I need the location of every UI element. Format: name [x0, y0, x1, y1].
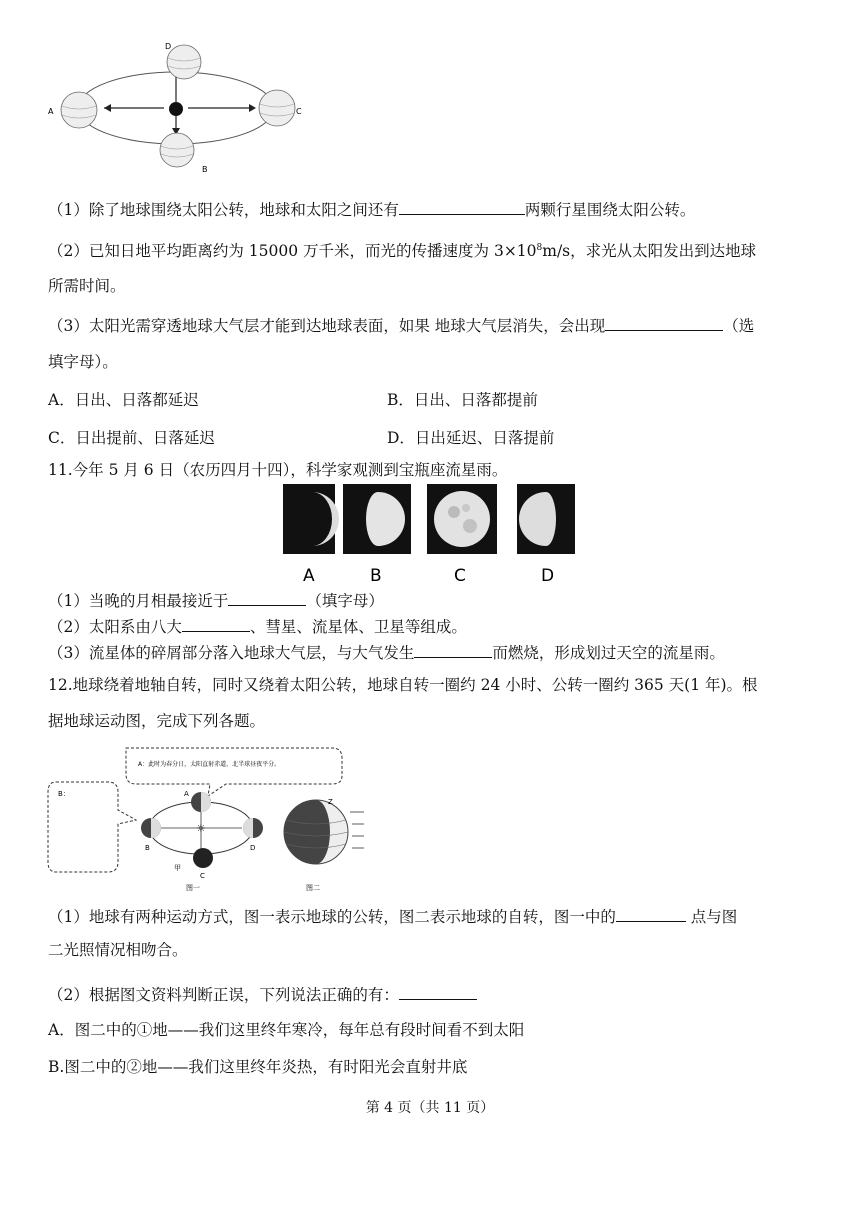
q11-part2: [48, 615, 467, 637]
q12-option-a: A．图二中的①地——我们这里终年寒冷，每年总有段时间看不到太阳: [48, 1021, 525, 1039]
page-footer: 第 4 页（共 11 页）: [365, 1100, 495, 1116]
orbit-label-a: A: [48, 107, 54, 116]
q10-part3-line2: 填字母）。: [48, 353, 118, 371]
q10-part1-blank: [399, 198, 525, 215]
orbit-label-c: C: [296, 107, 302, 116]
fig2-z-label: Z: [328, 798, 333, 806]
q12-stem-line1: 12.地球绕着地轴自转，同时又绕着太阳公转，地球自转一圈约 24 小时、公转一圈约 365 天(1 年)。根: [48, 676, 758, 694]
q10-option-b: B．日出、日落都提前: [387, 391, 538, 409]
q11-part3-text-a: （3）流星体的碎屑部分落入地球大气层，与大气发生: [48, 644, 415, 662]
q12-part1-text-a: （1）地球有两种运动方式，图一表示地球的公转，图二表示地球的自转，图一中的: [48, 908, 616, 926]
fig-point-a: A: [184, 790, 189, 798]
q10-option-a: A．日出、日落都延迟: [48, 391, 199, 409]
fig2-caption: 图二: [306, 884, 320, 892]
q11-part1-text-a: （1）当晚的月相最接近于: [48, 592, 229, 610]
q11-stem: 11.今年 5 月 6 日（农历四月十四），科学家观测到宝瓶座流星雨。: [48, 461, 508, 479]
q12-part2-blank: [399, 983, 477, 1000]
q12-part1-blank: [616, 905, 686, 922]
q12-part1-line1: [48, 905, 737, 927]
q11-part3-text-b: 而燃烧，形成划过天空的流星雨。: [492, 644, 725, 662]
q10-part3-blank: [605, 314, 723, 331]
q10-part3-line1: [48, 314, 754, 336]
fig-bubble-text: A：此时为春分日，太阳直射赤道，北半球昼夜平分。: [138, 761, 281, 768]
fig-point-c: C: [200, 872, 205, 880]
fig-point-d: D: [250, 844, 256, 852]
q10-part1: [48, 198, 695, 220]
q10-option-c: C．日出提前、日落延迟: [48, 429, 215, 447]
q12-option-b: B.图二中的②地——我们这里终年炎热，有时阳光会直射井底: [48, 1058, 468, 1076]
q12-part1-text-b: 点与图: [685, 908, 738, 926]
q10-part2-line1: [48, 238, 756, 261]
q11-part1: [48, 589, 384, 611]
q11-part1-text-b: （填字母）: [306, 592, 384, 610]
q11-part2-text-a: （2）太阳系由八大: [48, 618, 182, 636]
q12-part1-line2: 二光照情况相吻合。: [48, 941, 188, 959]
q10-part3-text-a: （3）太阳光需穿透地球大气层才能到达地球表面，如果 地球大气层消失，会出现: [48, 317, 606, 335]
q10-part2-exponent: 8: [536, 243, 543, 253]
q10-part3-text-b: （选: [723, 317, 755, 335]
q11-part2-blank: [182, 615, 250, 632]
fig1-caption: 图一: [186, 884, 200, 892]
orbit-label-d: D: [165, 42, 172, 51]
q10-part2-line2: 所需时间。: [48, 277, 126, 295]
q12-part2-text: （2）根据图文资料判断正误，下列说法正确的有：: [48, 986, 399, 1004]
moon-label-c: C: [454, 566, 466, 586]
q10-part1-text-a: （1）除了地球围绕太阳公转，地球和太阳之间还有: [48, 201, 399, 219]
q10-option-d: D．日出延迟、日落提前: [387, 429, 555, 447]
fig-b-label: B：: [58, 790, 70, 798]
fig-jia-label: 甲: [174, 864, 181, 872]
q11-part3-blank: [414, 641, 492, 658]
moon-label-d: D: [541, 566, 555, 586]
earth-orbit-diagram: [44, 38, 304, 178]
moon-phases-figure: [280, 482, 580, 586]
moon-label-b: B: [370, 566, 382, 586]
q12-part2: [48, 983, 477, 1005]
q12-stem-line2: 据地球运动图，完成下列各题。: [48, 712, 266, 730]
q10-part1-text-b: 两颗行星围绕太阳公转。: [524, 201, 696, 219]
q11-part2-text-b: 、彗星、流星体、卫星等组成。: [249, 618, 467, 636]
orbit-label-b: B: [202, 165, 208, 174]
q11-part3: [48, 641, 725, 663]
fig-point-b: B: [145, 844, 150, 852]
sun-symbol: ☼: [196, 822, 206, 835]
q11-part1-blank: [228, 589, 306, 606]
earth-motion-diagram: [46, 740, 376, 892]
moon-label-a: A: [303, 566, 315, 586]
q10-part2-text-a: （2）已知日地平均距离约为 15000 万千米，而光的传播速度为 3×10: [48, 242, 537, 261]
q10-part2-text-b: m/s，求光从太阳发出到达地球: [542, 242, 757, 261]
